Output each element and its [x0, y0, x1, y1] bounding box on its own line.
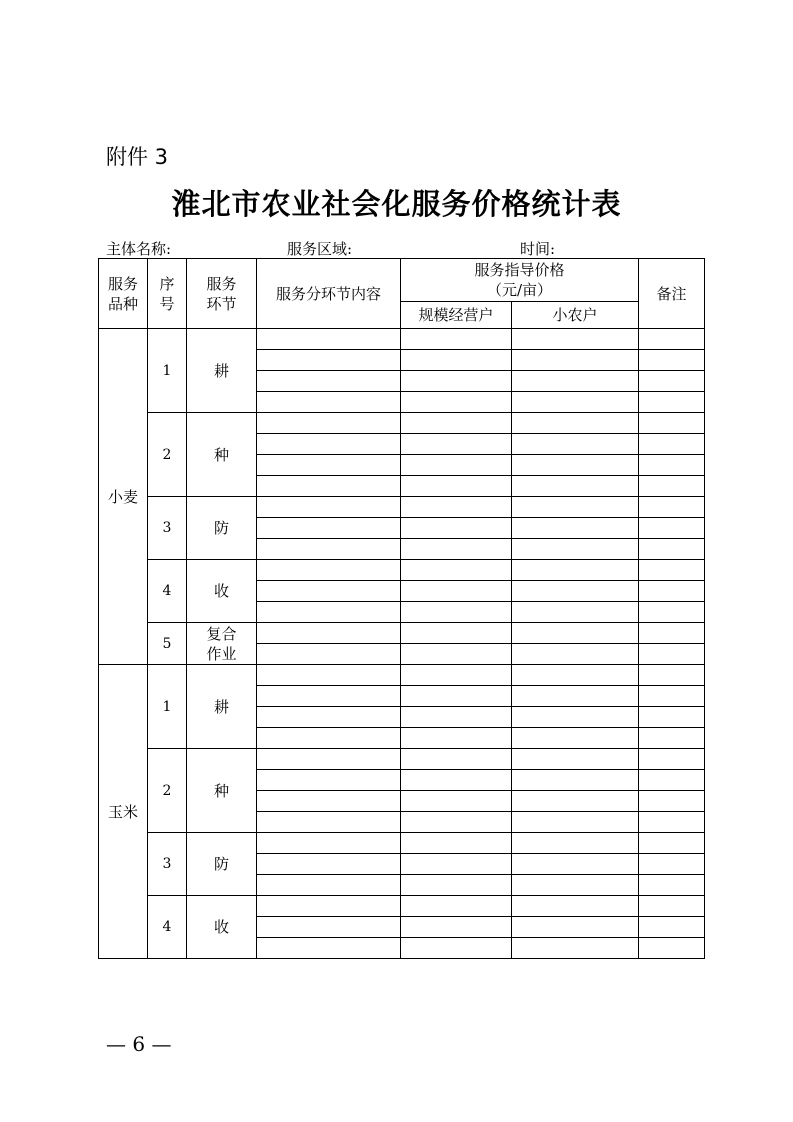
small-price-cell[interactable] [512, 833, 639, 854]
large-price-cell[interactable] [401, 371, 512, 392]
seq-cell: 3 [148, 833, 187, 896]
content-cell[interactable] [257, 917, 401, 938]
note-cell[interactable] [639, 623, 705, 644]
header-category: 服务 品种 [99, 259, 148, 329]
content-cell[interactable] [257, 896, 401, 917]
content-cell[interactable] [257, 434, 401, 455]
note-cell[interactable] [639, 602, 705, 623]
seq-cell: 4 [148, 560, 187, 623]
content-cell[interactable] [257, 749, 401, 770]
content-cell[interactable] [257, 686, 401, 707]
small-price-cell[interactable] [512, 392, 639, 413]
small-price-cell[interactable] [512, 854, 639, 875]
small-price-cell[interactable] [512, 938, 639, 959]
large-price-cell[interactable] [401, 455, 512, 476]
note-cell[interactable] [639, 371, 705, 392]
seq-cell: 1 [148, 329, 187, 413]
note-cell[interactable] [639, 938, 705, 959]
content-cell[interactable] [257, 665, 401, 686]
large-price-cell[interactable] [401, 896, 512, 917]
note-cell[interactable] [639, 770, 705, 791]
note-cell[interactable] [639, 413, 705, 434]
content-cell[interactable] [257, 539, 401, 560]
content-cell[interactable] [257, 833, 401, 854]
small-price-cell[interactable] [512, 749, 639, 770]
small-price-cell[interactable] [512, 371, 639, 392]
small-price-cell[interactable] [512, 413, 639, 434]
note-cell[interactable] [639, 644, 705, 665]
stage-cell: 耕 [187, 329, 257, 413]
small-price-cell[interactable] [512, 728, 639, 749]
time-label: 时间: [520, 240, 556, 258]
small-price-cell[interactable] [512, 686, 639, 707]
stage-cell: 耕 [187, 665, 257, 749]
content-cell[interactable] [257, 329, 401, 350]
note-cell[interactable] [639, 350, 705, 371]
content-cell[interactable] [257, 560, 401, 581]
table-row [99, 329, 705, 350]
content-cell[interactable] [257, 350, 401, 371]
note-cell[interactable] [639, 854, 705, 875]
note-cell[interactable] [639, 791, 705, 812]
content-cell[interactable] [257, 707, 401, 728]
category-cell: 小麦 [99, 329, 148, 665]
small-price-cell[interactable] [512, 875, 639, 896]
small-price-cell[interactable] [512, 560, 639, 581]
content-cell[interactable] [257, 497, 401, 518]
small-price-cell[interactable] [512, 812, 639, 833]
note-cell[interactable] [639, 707, 705, 728]
content-cell[interactable] [257, 791, 401, 812]
large-price-cell[interactable] [401, 833, 512, 854]
large-price-cell[interactable] [401, 392, 512, 413]
stage-cell: 收 [187, 560, 257, 623]
small-price-cell[interactable] [512, 602, 639, 623]
content-cell[interactable] [257, 644, 401, 665]
entity-name-label: 主体名称: [106, 240, 172, 258]
seq-cell: 1 [148, 665, 187, 749]
seq-cell: 5 [148, 623, 187, 665]
large-price-cell[interactable] [401, 497, 512, 518]
note-cell[interactable] [639, 686, 705, 707]
stage-cell: 种 [187, 749, 257, 833]
small-price-cell[interactable] [512, 455, 639, 476]
large-price-cell[interactable] [401, 434, 512, 455]
large-price-cell[interactable] [401, 707, 512, 728]
large-price-cell[interactable] [401, 413, 512, 434]
note-cell[interactable] [639, 518, 705, 539]
large-price-cell[interactable] [401, 665, 512, 686]
stage-cell: 复合 作业 [187, 623, 257, 665]
header-price: 服务指导价格 （元/亩） [401, 259, 639, 302]
seq-cell: 4 [148, 896, 187, 959]
content-cell[interactable] [257, 854, 401, 875]
content-cell[interactable] [257, 875, 401, 896]
large-price-cell[interactable] [401, 791, 512, 812]
document-title: 淮北市农业社会化服务价格统计表 [171, 187, 622, 221]
large-price-cell[interactable] [401, 917, 512, 938]
large-price-cell[interactable] [401, 602, 512, 623]
large-price-cell[interactable] [401, 770, 512, 791]
small-price-cell[interactable] [512, 476, 639, 497]
small-price-cell[interactable] [512, 623, 639, 644]
note-cell[interactable] [639, 749, 705, 770]
small-price-cell[interactable] [512, 665, 639, 686]
large-price-cell[interactable] [401, 539, 512, 560]
small-price-cell[interactable] [512, 896, 639, 917]
attachment-label: 附件 3 [106, 145, 169, 169]
note-cell[interactable] [639, 875, 705, 896]
large-price-cell[interactable] [401, 581, 512, 602]
stage-cell: 防 [187, 833, 257, 896]
table-body [99, 329, 705, 959]
large-price-cell[interactable] [401, 623, 512, 644]
seq-cell: 2 [148, 749, 187, 833]
large-price-cell[interactable] [401, 350, 512, 371]
table-row [99, 896, 705, 917]
header-note: 备注 [639, 259, 705, 329]
large-price-cell[interactable] [401, 329, 512, 350]
small-price-cell[interactable] [512, 770, 639, 791]
content-cell[interactable] [257, 812, 401, 833]
note-cell[interactable] [639, 539, 705, 560]
small-price-cell[interactable] [512, 497, 639, 518]
small-price-cell[interactable] [512, 434, 639, 455]
note-cell[interactable] [639, 665, 705, 686]
small-price-cell[interactable] [512, 917, 639, 938]
note-cell[interactable] [639, 833, 705, 854]
table-row [99, 833, 705, 854]
header-large-operator: 规模经营户 [401, 302, 512, 329]
large-price-cell[interactable] [401, 938, 512, 959]
service-region-label: 服务区域: [287, 240, 353, 258]
content-cell[interactable] [257, 938, 401, 959]
content-cell[interactable] [257, 623, 401, 644]
content-cell[interactable] [257, 518, 401, 539]
small-price-cell[interactable] [512, 350, 639, 371]
content-cell[interactable] [257, 455, 401, 476]
seq-cell: 3 [148, 497, 187, 560]
price-table [98, 258, 705, 959]
large-price-cell[interactable] [401, 476, 512, 497]
small-price-cell[interactable] [512, 707, 639, 728]
table-row [99, 665, 705, 686]
stage-cell: 种 [187, 413, 257, 497]
note-cell[interactable] [639, 728, 705, 749]
small-price-cell[interactable] [512, 791, 639, 812]
header-seq: 序 号 [148, 259, 187, 329]
small-price-cell[interactable] [512, 644, 639, 665]
note-cell[interactable] [639, 434, 705, 455]
large-price-cell[interactable] [401, 875, 512, 896]
large-price-cell[interactable] [401, 518, 512, 539]
note-cell[interactable] [639, 917, 705, 938]
content-cell[interactable] [257, 392, 401, 413]
small-price-cell[interactable] [512, 539, 639, 560]
content-cell[interactable] [257, 602, 401, 623]
stage-cell: 防 [187, 497, 257, 560]
content-cell[interactable] [257, 413, 401, 434]
seq-cell: 2 [148, 413, 187, 497]
page-number: — 6 — [106, 1032, 172, 1056]
large-price-cell[interactable] [401, 560, 512, 581]
note-cell[interactable] [639, 896, 705, 917]
note-cell[interactable] [639, 581, 705, 602]
header-stage: 服务 环节 [187, 259, 257, 329]
small-price-cell[interactable] [512, 581, 639, 602]
content-cell[interactable] [257, 371, 401, 392]
large-price-cell[interactable] [401, 728, 512, 749]
note-cell[interactable] [639, 812, 705, 833]
large-price-cell[interactable] [401, 644, 512, 665]
table-row [99, 497, 705, 518]
large-price-cell[interactable] [401, 749, 512, 770]
note-cell[interactable] [639, 329, 705, 350]
small-price-cell[interactable] [512, 329, 639, 350]
content-cell[interactable] [257, 581, 401, 602]
stage-cell: 收 [187, 896, 257, 959]
content-cell[interactable] [257, 770, 401, 791]
note-cell[interactable] [639, 497, 705, 518]
note-cell[interactable] [639, 392, 705, 413]
header-content: 服务分环节内容 [257, 259, 401, 329]
large-price-cell[interactable] [401, 854, 512, 875]
large-price-cell[interactable] [401, 812, 512, 833]
small-price-cell[interactable] [512, 518, 639, 539]
content-cell[interactable] [257, 476, 401, 497]
large-price-cell[interactable] [401, 686, 512, 707]
category-cell: 玉米 [99, 665, 148, 959]
content-cell[interactable] [257, 728, 401, 749]
table-row [99, 749, 705, 770]
note-cell[interactable] [639, 455, 705, 476]
note-cell[interactable] [639, 560, 705, 581]
table-row [99, 623, 705, 644]
note-cell[interactable] [639, 476, 705, 497]
table-row [99, 560, 705, 581]
header-small-farmer: 小农户 [512, 302, 639, 329]
table-row [99, 413, 705, 434]
